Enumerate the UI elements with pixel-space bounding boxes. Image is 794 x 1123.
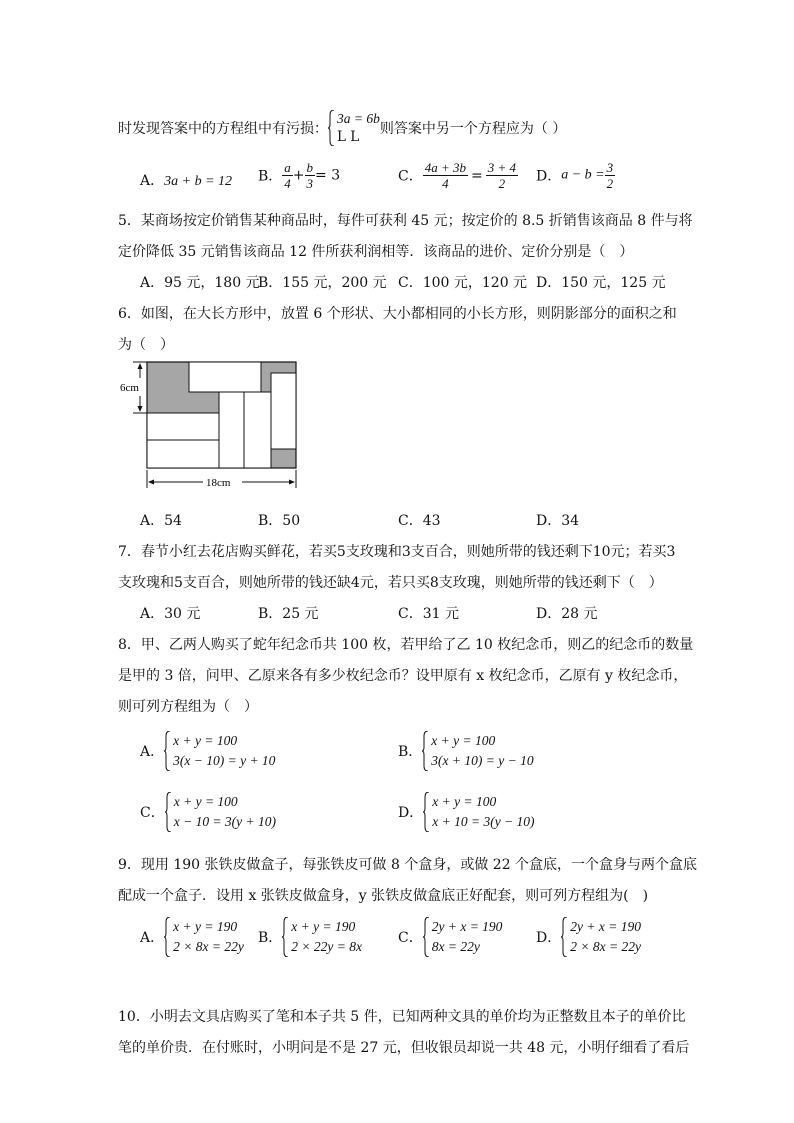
q8-option-d: D． x + y = 100 x + 10 = 3(y − 10) bbox=[398, 792, 535, 832]
q8-line3: 则可列方程组为（ ） bbox=[118, 699, 258, 715]
q8-option-b: B． x + y = 100 3(x + 10) = y − 10 bbox=[398, 731, 534, 771]
brace-icon bbox=[422, 731, 429, 771]
q5-option-b: B．155 元，200 元 bbox=[258, 275, 387, 291]
q7-option-b: B．25 元 bbox=[258, 606, 319, 622]
brace-icon bbox=[423, 917, 430, 957]
q5-line1: 5．某商场按定价销售某种商品时，每件可获利 45 元；按定价的 8.5 折销售该商品 8 件与将 bbox=[118, 213, 693, 229]
q6-line1: 6．如图，在大长方形中，放置 6 个形状、大小都相同的小长方形，则阴影部分的面积之和 bbox=[118, 306, 677, 322]
q7-line1: 7．春节小红去花店购买鲜花，若买5支玫瑰和3支百合，则她所带的钱还剩下10元；若买3 bbox=[118, 544, 676, 560]
q5-option-d: D．150 元，125 元 bbox=[536, 275, 666, 291]
arrow-right-icon bbox=[289, 480, 295, 485]
brace-icon bbox=[164, 917, 171, 957]
q8-option-a: A． x + y = 100 3(x − 10) = y + 10 bbox=[140, 731, 275, 771]
q6-line2: 为（ ） bbox=[118, 337, 174, 353]
q8-line1: 8．甲、乙两人购买了蛇年纪念币共 100 枚，若甲给了乙 10 枚纪念币，则乙的纪念币的数量 bbox=[118, 637, 694, 653]
q9-line1: 9．现用 190 张铁皮做盒子，每张铁皮可做 8 个盒身，或做 22 个盒底，一个盒身与两个盒底 bbox=[118, 857, 698, 873]
brace-icon bbox=[165, 792, 172, 832]
q6-option-c: C．43 bbox=[398, 513, 441, 529]
q5-option-a: A．95 元，180 元 bbox=[140, 275, 260, 291]
small-rectangle-left-upper bbox=[147, 413, 219, 440]
q4-option-a: A．3a + b = 12 bbox=[140, 173, 233, 189]
q10-line2: 笔的单价贵．在付账时，小明问是不是 27 元，但收银员却说一共 48 元，小明仔细看了看后 bbox=[118, 1040, 690, 1056]
q7-option-c: C．31 元 bbox=[398, 606, 459, 622]
q4-stem-tail: 时发现答案中的方程组中有污损： 3a = 6b L L 则答案中另一个方程应为（ ） bbox=[118, 111, 567, 145]
small-rectangle-top bbox=[189, 362, 261, 392]
small-rectangle-left-lower bbox=[147, 440, 219, 468]
q6-figure bbox=[118, 356, 318, 496]
brace-icon bbox=[282, 917, 289, 957]
fig-width-label: 18cm bbox=[206, 477, 231, 489]
q6-option-d: D．34 bbox=[536, 513, 580, 529]
q6-option-a: A．54 bbox=[140, 513, 182, 529]
shaded-region-left bbox=[147, 362, 189, 413]
q7-line2: 支玫瑰和5支百合，则她所带的钱还缺4元，若只买8支玫瑰，则她所带的钱还剩下（ ） bbox=[118, 575, 663, 591]
fig-height-label: 6cm bbox=[120, 382, 139, 394]
small-rectangle-center-left bbox=[219, 392, 244, 468]
q9-option-b: B． x + y = 190 2 × 22y = 8x bbox=[258, 917, 362, 957]
brace-icon bbox=[561, 917, 568, 957]
q7-option-d: D．28 元 bbox=[536, 606, 598, 622]
q5-line2: 定价降低 35 元销售该商品 12 件所获利润相等．该商品的进价、定价分别是（ ） bbox=[118, 244, 634, 260]
q9-option-a: A． x + y = 190 2 × 8x = 22y bbox=[140, 917, 244, 957]
brace-icon bbox=[423, 792, 430, 832]
q4-option-d: D．a − b = $\frac{3}{2}$ bbox=[536, 160, 614, 191]
small-rectangle-right bbox=[271, 373, 296, 449]
q10-line1: 10．小明去文具店购买了笔和本子共 5 件，已知两种文具的单价均为正整数且本子的单价比 bbox=[118, 1009, 686, 1025]
q9-option-c: C． 2y + x = 190 8x = 22y bbox=[398, 917, 502, 957]
q6-option-b: B．50 bbox=[258, 513, 301, 529]
arrow-left-icon bbox=[148, 480, 154, 485]
brace-icon bbox=[328, 110, 335, 146]
damaged-system: 3a = 6b L L bbox=[328, 110, 380, 146]
brace-icon bbox=[164, 731, 171, 771]
q8-line2: 是甲的 3 倍，问甲、乙原来各有多少枚纪念币？设甲原有 x 枚纪念币，乙原有 y 枚纪念币， bbox=[118, 668, 688, 684]
q9-option-d: D． 2y + x = 190 2 × 8x = 22y bbox=[536, 917, 641, 957]
small-rectangle-center-right bbox=[244, 392, 271, 468]
arrow-down-icon bbox=[138, 406, 143, 412]
q4-option-c: C． $\frac{4a + 3b}{4}$ = $\frac{3 + 4}{2}$ bbox=[398, 160, 517, 191]
q4-option-b: B． $\frac{a}{4}$ + $\frac{b}{3}$ = 3 bbox=[258, 160, 341, 191]
shaded-region-middle bbox=[189, 392, 219, 413]
q9-line2: 配成一个盒子．设用 x 张铁皮做盒身，y 张铁皮做盒底正好配套，则可列方程组为( ) bbox=[118, 888, 649, 904]
shaded-region-bottom-right bbox=[271, 449, 296, 468]
q7-option-a: A．30 元 bbox=[140, 606, 201, 622]
q5-option-c: C．100 元，120 元 bbox=[398, 275, 528, 291]
arrow-up-icon bbox=[138, 363, 143, 369]
q8-option-c: C． x + y = 100 x − 10 = 3(y + 10) bbox=[140, 792, 276, 832]
